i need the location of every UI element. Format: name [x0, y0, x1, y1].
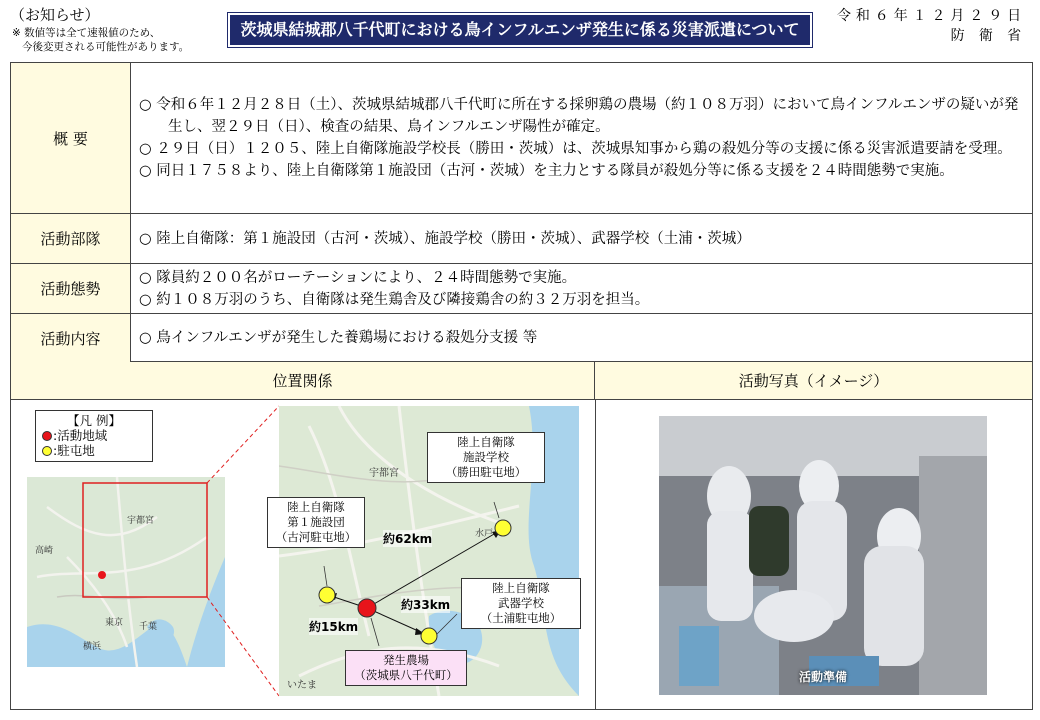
distance-label-katsuta: 約62km	[383, 532, 433, 546]
callout-line: （土浦駐屯地）	[480, 611, 562, 625]
row-activities	[11, 314, 1032, 362]
legend-title: 【凡 例】	[67, 413, 121, 428]
disclaimer-note	[12, 26, 189, 54]
map-label: いたま	[287, 680, 317, 691]
list-item: ○ 陸上自衛隊：第１施設団（古河・茨城）、施設学校（勝田・茨城）、武器学校（土浦・茨城）	[139, 230, 751, 247]
koga-callout	[267, 497, 365, 548]
notice-label: （お知らせ）	[10, 6, 100, 24]
list-item: ○ 約１０８万羽のうち、自衛隊は発生鶏舎及び隣接鶏舎の約３２万羽を担当。	[139, 291, 650, 308]
row-label: 活動内容	[11, 314, 131, 362]
row-label: 概 要	[11, 63, 131, 213]
map-legend	[35, 410, 153, 462]
map-label: 横浜	[83, 642, 102, 652]
row-label: 活動部隊	[11, 214, 131, 263]
overview-map	[27, 477, 225, 667]
row-overview	[11, 63, 1032, 214]
distance-label-tsuchiura: 約33km	[401, 598, 451, 612]
list-item: ○ 隊員約２００名がローテーションにより、２４時間態勢で実施。	[139, 269, 577, 286]
row-units	[11, 214, 1032, 264]
tsuchiura-garrison-marker	[421, 628, 437, 644]
bottom-panels	[10, 362, 1033, 710]
callout-line: 陸上自衛隊	[457, 435, 515, 449]
red-dot-icon	[42, 431, 52, 441]
callout-line: 発生農場	[383, 653, 429, 667]
row-label: 活動態勢	[11, 264, 131, 313]
row-content	[139, 264, 1024, 313]
yellow-dot-icon	[42, 446, 52, 456]
issuer-org: 防 衛 省	[950, 28, 1026, 44]
map-label: 宇都宮	[369, 468, 399, 479]
row-content	[139, 314, 1024, 362]
note-line-1: ※ 数値等は全て速報値のため、	[12, 27, 161, 39]
outbreak-farm-marker	[358, 599, 376, 617]
map-label: 高崎	[35, 546, 54, 556]
photo-heading: 活動写真（イメージ）	[595, 362, 1032, 400]
location-heading: 位置関係	[11, 362, 595, 400]
row-content	[139, 214, 1024, 263]
list-item: ○ 同日１７５８より、陸上自衛隊第１施設団（古河・茨城）を主力とする隊員が殺処分等に係る支援を２４時間態勢で実施。	[139, 163, 954, 179]
map-label: 千葉	[139, 622, 158, 632]
document-title: 茨城県結城郡八千代町における鳥インフルエンザ発生に係る災害派遣について	[228, 13, 812, 47]
row-content	[139, 63, 1024, 213]
legend-item-activity	[42, 428, 146, 443]
legend-label: :活動地域	[53, 428, 108, 443]
callout-line: 第１施設団	[287, 515, 345, 529]
distance-label-koga: 約15km	[309, 620, 359, 634]
koga-garrison-marker	[319, 587, 335, 603]
list-item: ○ 鳥インフルエンザが発生した養鶏場における殺処分支援 等	[139, 330, 538, 346]
panel-divider	[595, 400, 596, 709]
legend-item-garrison	[42, 443, 146, 458]
map-label: 東京	[105, 618, 124, 628]
list-item: ○ 令和６年１２月２８日（土）、茨城県結城郡八千代町に所在する採卵鶏の農場（約１０８万羽）において鳥インフルエンザの疑いが発生し、翌２９日（日）、検査の結果、鳥インフルエンザ陽性が確定。	[139, 97, 1019, 135]
callout-line: 陸上自衛隊	[287, 500, 345, 514]
callout-line: （勝田駐屯地）	[445, 465, 527, 479]
callout-line: 施設学校	[463, 450, 509, 464]
photo-caption: 活動準備	[798, 670, 847, 684]
callout-line: 陸上自衛隊	[492, 581, 550, 595]
katsuta-garrison-marker	[495, 520, 511, 536]
tsuchiura-callout	[461, 578, 581, 629]
legend-label: :駐屯地	[53, 443, 95, 458]
callout-line: （古河駐屯地）	[275, 530, 357, 544]
issue-date: 令和６年１２月２９日	[837, 8, 1026, 24]
row-posture	[11, 264, 1032, 314]
callout-line: 武器学校	[498, 596, 544, 610]
note-line-2: 今後変更される可能性があります。	[22, 41, 190, 53]
farm-callout	[345, 650, 467, 686]
katsuta-callout	[427, 432, 545, 483]
summary-table	[10, 62, 1033, 362]
map-label: 宇都宮	[127, 516, 155, 526]
callout-line: （茨城県八千代町）	[354, 668, 458, 682]
map-label: 水戸	[475, 529, 494, 539]
list-item: ○ ２９日（日）１２０５、陸上自衛隊施設学校長（勝田・茨城）は、茨城県知事から鶏の殺処分等の支援に係る災害派遣要請を受理。	[139, 141, 1012, 157]
activity-photo	[659, 416, 987, 695]
issuer-block	[837, 6, 1026, 46]
